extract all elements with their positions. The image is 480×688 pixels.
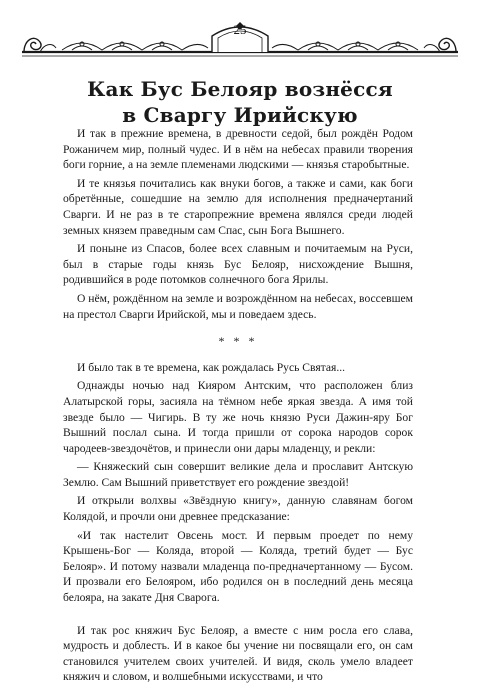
paragraph: О нём, рождённом на земле и возрождённом на небесах, воссевшем на престол Сварги Ирийской, мы и поведаем здесь. bbox=[63, 291, 413, 321]
page-number: 25 bbox=[233, 22, 247, 37]
paragraph: И поныне из Спасов, более всех славным и почитаемым на Руси, был в старые годы князь Бус Белояр, нисхождение Вышня, родившийся в роде потомков солнечного бога Ярилы. bbox=[63, 242, 413, 287]
paragraph: — Княжеский сын совершит великие дела и прославит Антскую Землю. Сам Вышний приветствует его рождение звездой! bbox=[63, 460, 413, 489]
section-separator: * * * bbox=[218, 334, 258, 349]
paragraph: И было так в те времена, как рождалась Русь Святая... bbox=[77, 360, 346, 374]
chapter-title bbox=[60, 76, 420, 128]
paragraph-gap bbox=[63, 609, 413, 623]
paragraph: И так в прежние времена, в древности седой, был рождён Родом Рожаничем мир, полный чудес. И в нём на небесах правили творения боги горние, а на земле племенами людскими — князья старобытные. bbox=[63, 127, 413, 172]
paragraph: И открыли волхвы «Звёздную книгу», данную славянам богом Колядой, и прочли они древнее предсказание: bbox=[63, 494, 413, 524]
body-text bbox=[63, 126, 413, 688]
chapter-title-line-1: Как Бус Белояр вознёсся bbox=[87, 77, 393, 101]
paragraph: Однажды ночью над Кияром Антским, что расположен близ Алатырской горы, засияла на тёмном небе яркая звезда. А имя той звезде было — Чигирь. В ту же ночь князю Руси Дажин-яру Бог Вышний послал сына. И тогда пришли от сорока народов сорок чародеев-звездочётов, и принесли они дары младенцу, и рекли: bbox=[63, 379, 413, 455]
paragraph: И так рос княжич Бус Белояр, а вместе с ним росла его слава, мудрость и доблесть. И в какое бы учение ни посвящали его, он сам становился учителем своих учителей. И видя, сколь умело владеет княжич и словом, и волшебными искусствами, и что bbox=[63, 623, 413, 684]
paragraph: И те князья почитались как внуки богов, а также и сами, как боги обретённые, сошедшие на землю для исполнения предначертаний Сварги. И не раз в те старопрежние времена являлся среди людей земных князем праведным сам Спас, сын Бога Вышнего. bbox=[63, 176, 413, 237]
paragraph: «И так настелит Овсень мост. И первым проедет по нему Крышень-Бог — Коляда, второй — Коляда, третий будет — Бус Белояр». И потому назвали младенца по-предначертанному — Бусом. И прозвали его Белояром, ибо родился он в последний день месяца белояра, на закате Дня Сварога. bbox=[63, 528, 413, 605]
chapter-title-line-2: в Сваргу Ирийскую bbox=[122, 103, 358, 127]
